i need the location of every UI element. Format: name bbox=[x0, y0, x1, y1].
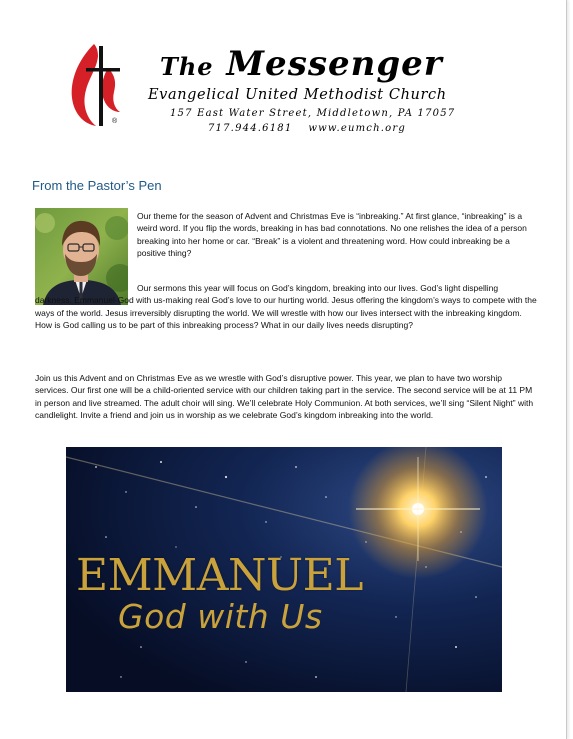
contact-line bbox=[208, 123, 406, 134]
article-paragraph-1: Our theme for the season of Advent and Christmas Eve is “inbreaking.” At first glance, “inbreaking” is a weird word. If you flip the words, breaking in has bad connotations. No one relishes the idea of a person breaking into her home or car. “Break” is a violent and threatening word. How could inbreaking be a positive thing? bbox=[137, 211, 527, 258]
church-website: www.eumch.org bbox=[308, 123, 406, 134]
church-address: 157 East Water Street, Middletown, PA 17057 bbox=[170, 108, 456, 119]
title-main: Messenger bbox=[226, 44, 443, 84]
newsletter-title bbox=[160, 44, 443, 84]
article-paragraph-3: Join us this Advent and on Christmas Eve as we wrestle with God’s disruptive power. This year, we plan to have two worship services. Our first one will be a child-oriented service with our children taking part in the service. The second service will be at 11 PM in person and live streamed. The adult choir will sing. We’ll celebrate Holy Communion. At both services, we’ll sing “Silent Night” with candlelight. Invite a friend and join us in worship as we celebrate God’s kingdom inbreaking into the world. bbox=[35, 373, 534, 420]
banner-title: EMMANUEL bbox=[76, 550, 363, 601]
registered-mark: ® bbox=[112, 118, 118, 125]
church-phone: 717.944.6181 bbox=[208, 123, 293, 134]
article-paragraph-2: Our sermons this year will focus on God’s kingdom, breaking into our lives. God’s light dispelling darkness. Emmanuel-God with us-making real God’s love to our hurting world. Jesus offering the kingdom’s ways to compete with the ways of the world. Jesus irreversibly disrupting the world. We will wrestle with how our lives intersect with the inbreaking kingdom. How is God calling us to be part of this inbreaking process? What in our daily lives needs disrupting? bbox=[35, 283, 537, 330]
church-name: Evangelical United Methodist Church bbox=[148, 87, 447, 103]
section-heading: From the Pastor’s Pen bbox=[32, 178, 162, 193]
cross-and-flame-icon bbox=[64, 38, 132, 138]
banner-subtitle: God with Us bbox=[118, 597, 323, 636]
emmanuel-banner bbox=[66, 447, 502, 692]
title-article: The bbox=[160, 52, 214, 81]
